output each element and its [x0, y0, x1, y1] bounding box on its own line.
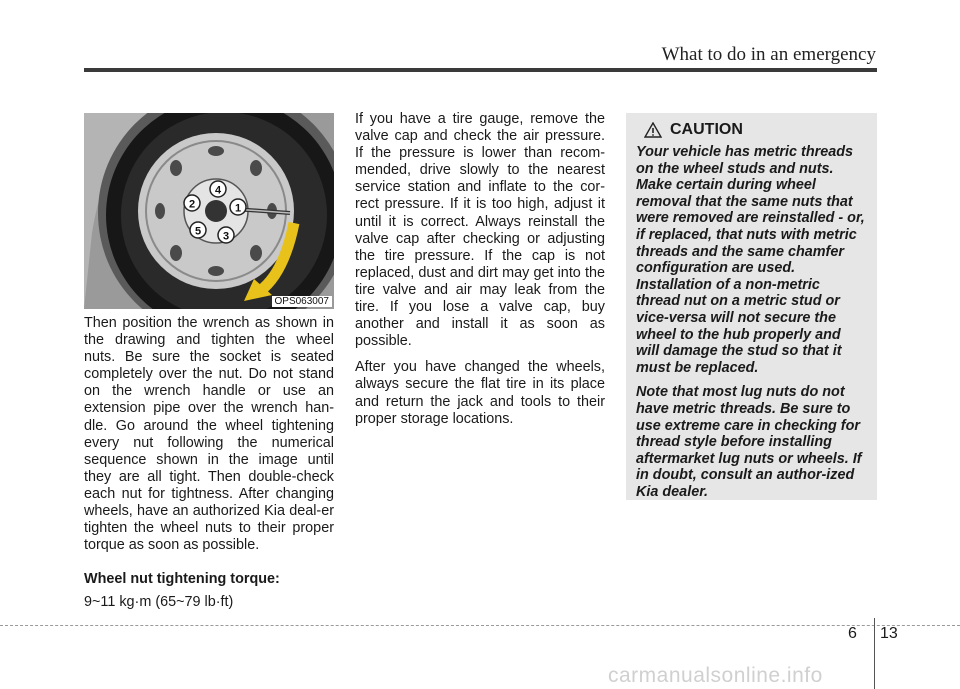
- footer-rule: [0, 625, 960, 626]
- caution-metric-threads: Your vehicle has metric threads on the wheel studs and nuts. Make certain during wheel removal that the same nuts that were removed are reinstalled - or, if replaced, that nuts with metric threads and the same chamfer configuration are used. Installation of a non-metric thread nut on a metric stud or vice-versa will not secure the wheel to the hub properly and will damage the stud so that it must be replaced.: [636, 144, 865, 376]
- nut-5: [190, 222, 206, 238]
- svg-text:3: 3: [222, 230, 230, 243]
- svg-text:2: 2: [188, 198, 196, 211]
- figure-code: OPS063007: [272, 296, 333, 307]
- caution-title: CAUTION: [670, 121, 743, 138]
- caution-box: [626, 113, 877, 500]
- page-number: 13: [880, 625, 898, 642]
- left-column: [84, 315, 334, 621]
- svg-text:4: 4: [214, 184, 222, 197]
- wheel-figure: [84, 113, 334, 309]
- torque-value: 9~11 kg·m (65~79 lb·ft): [84, 594, 234, 611]
- hub-center: [205, 200, 227, 222]
- storage-paragraph: After you have changed the wheels, always secure the flat tire in its place and return the jack and tools to their proper storage locations.: [355, 359, 605, 427]
- tire-pressure-paragraph: If you have a tire gauge, remove the valve cap and check the air pressure. If the pressure is lower than recom-mended, drive slowly to the nearest service station and inflate to the cor-rect pressure. If it is too high, adjust it until it is correct. Always reinstall the valve cap after checking or adjusting the tire pressure. If the cap is not replaced, dust and dirt may get into the tire valve and air may leak from the tire. If you lose a valve cap, buy another and install it as soon as possible.: [355, 111, 605, 350]
- middle-column: [355, 111, 605, 437]
- svg-text:5: 5: [194, 225, 202, 238]
- wheel-illustration: [84, 113, 334, 309]
- chapter-number: 6: [848, 625, 857, 642]
- wrench-instructions: Then position the wrench as shown in the drawing and tighten the wheel nuts. Be sure the socket is seated completely over the nut. Do not stand on the wrench handle or use an extension pipe over the wrench han-dle. Go around the wheel tightening every nut following the numerical sequence shown in the image until they are all tight. Then double-check each nut for tightness. After changing wheels, have an authorized Kia deal-er tighten the wheel nuts to their proper torque as soon as possible.: [84, 315, 334, 554]
- page-number-separator: [874, 618, 875, 689]
- torque-heading: Wheel nut tightening torque:: [84, 571, 280, 588]
- nut-3: [218, 227, 234, 243]
- caution-lug-nuts: Note that most lug nuts do not have metric threads. Be sure to use extreme care in checking for thread style before installing aftermarket lug nuts or wheels. If in doubt, consult an author-ized Kia dealer.: [636, 384, 862, 500]
- svg-text:1: 1: [234, 202, 242, 215]
- nut-4: [210, 181, 226, 197]
- nut-1: [230, 199, 246, 215]
- caution-header: [644, 121, 867, 139]
- page-header-title: What to do in an emergency: [661, 44, 876, 65]
- header-rule: [84, 68, 877, 72]
- site-watermark: carmanualsonline.info: [608, 664, 823, 687]
- nut-2: [184, 195, 200, 211]
- warning-triangle-icon: [644, 122, 662, 138]
